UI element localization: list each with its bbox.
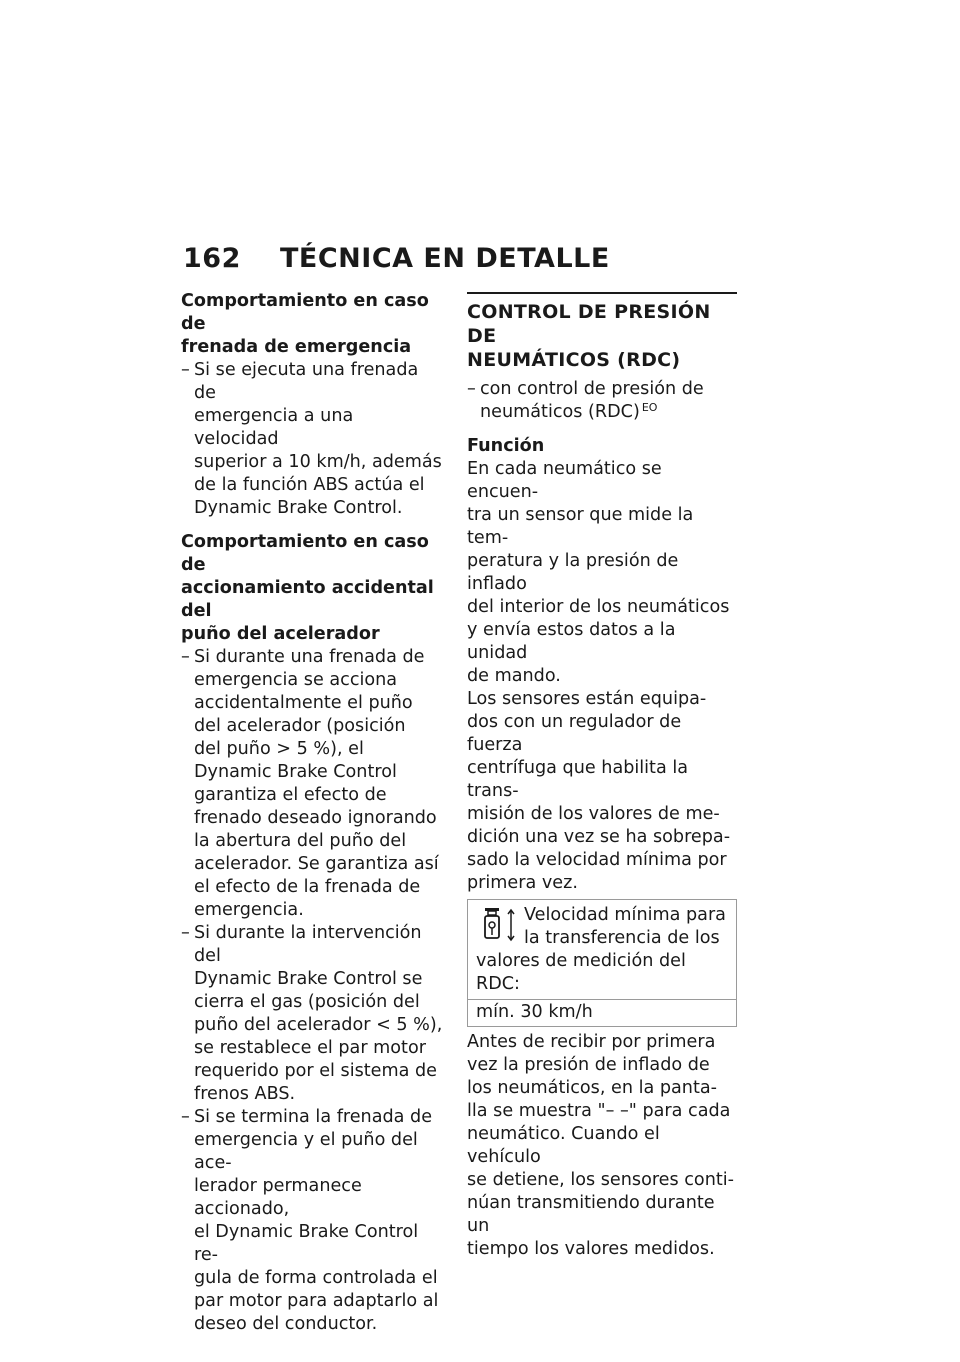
tire-pressure-sensor-icon [476, 904, 520, 948]
right-column [467, 290, 737, 1261]
left-column [181, 290, 443, 1347]
list-item: – Si durante la intervención del Dynamic Brake Control se cierra el gas (posición del puño del acelerador < 5 %), se restablece el par motor requerido por el sistema de frenos ABS. [181, 922, 443, 1106]
spec-label-row: Velocidad mínima para la transferencia de los valores de medición del RDC: [476, 905, 726, 994]
equipment-option-list [467, 378, 737, 424]
function-paragraph-1: En cada neumático se encuen- tra un sensor que mide la tem- peratura y la presión de inflado del interior de los neumáticos y envía estos datos a la unidad de mando. [467, 459, 730, 686]
section-divider [467, 292, 737, 294]
list-item: – Si se termina la frenada de emergencia y el puño del ace- lerador permanece accionado, el Dynamic Brake Control re- gula de forma controlada el par motor para adaptarlo al deseo del conductor. [181, 1106, 443, 1336]
list-item: – Si durante una frenada de emergencia se acciona accidentalmente el puño del acelerador (posición del puño > 5 %), el Dynamic Brake Control garantiza el efecto de frenado deseado ignorando la abertura del puño del acelerador. Se garantiza así el efecto de la frenada de emergencia. [181, 646, 443, 922]
emergency-braking-list [181, 359, 443, 520]
page-header [183, 243, 610, 274]
optional-equipment-badge: EO [641, 401, 658, 414]
section-heading-emergency-braking: Comportamiento en caso de frenada de emergencia [181, 291, 429, 357]
spec-table [467, 899, 737, 1027]
function-paragraph-2: Los sensores están equipa- dos con un regulador de fuerza centrífuga que habilita la trans- misión de los valores de me- dición una vez se ha sobrepa- sado la velocidad mínima por primera vez. [467, 689, 731, 893]
page-number: 162 [183, 243, 241, 274]
list-item: – Si se ejecuta una frenada de emergencia a una velocidad superior a 10 km/h, además de la función ABS actúa el Dynamic Brake Control. [181, 359, 443, 520]
accidental-throttle-list [181, 646, 443, 1336]
function-heading: Función [467, 436, 545, 456]
list-item: – con control de presión de neumáticos (RDC) $^{EO}$ [467, 378, 737, 424]
page-title: TÉCNICA EN DETALLE [280, 243, 610, 274]
section-title-rdc: CONTROL DE PRESIÓN DE NEUMÁTICOS (RDC) [467, 301, 711, 371]
section-heading-accidental-throttle: Comportamiento en caso de accionamiento accidental del puño del acelerador [181, 532, 434, 644]
function-paragraph-3: Antes de recibir por primera vez la presión de inflado de los neumáticos, en la panta- lla se muestra "– –" para cada neumático. Cuando el vehículo se detiene, los sensores conti- núan transmitiendo durante un tiempo los valores medidos. [467, 1032, 734, 1259]
spec-value-row: mín. 30 km/h [468, 999, 736, 1026]
